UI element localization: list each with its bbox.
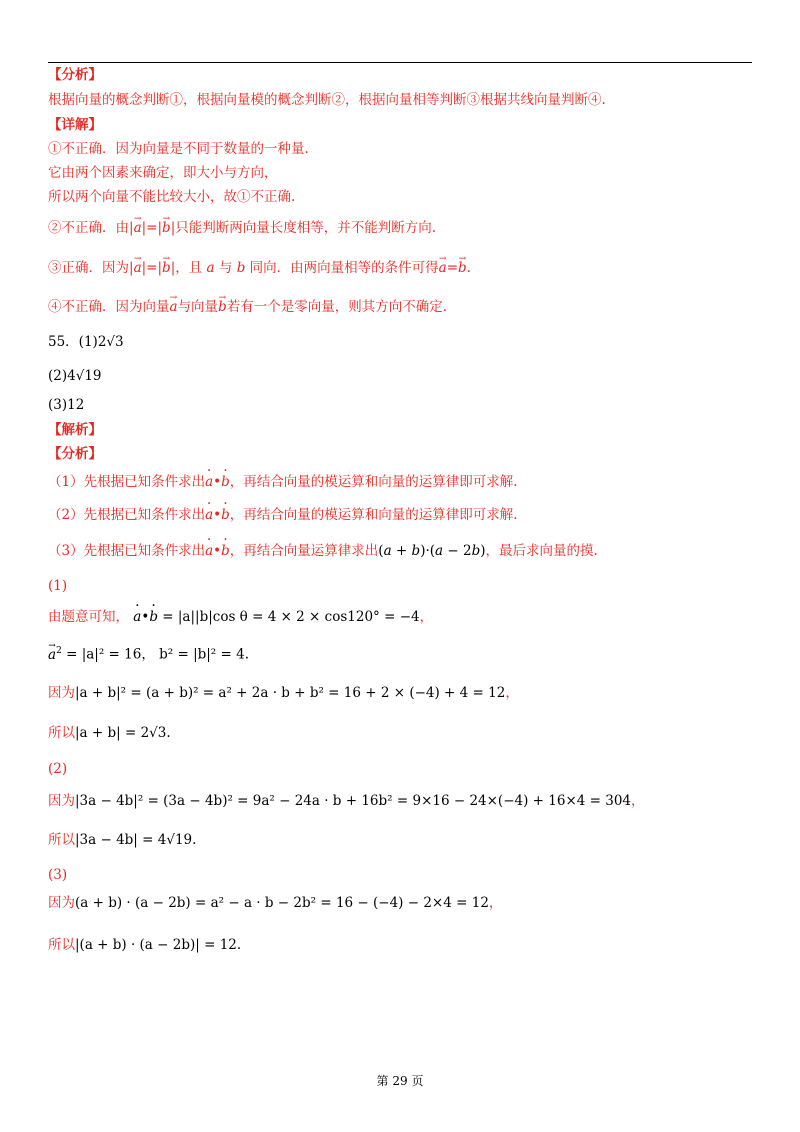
detail-line-2: 它由两个因素来确定，即大小与方向，: [48, 165, 278, 181]
p1-l2-formula: = |a|² = 16， b² = |b|² = 4.: [66, 646, 249, 663]
question-55-answer-2: [48, 367, 102, 385]
vector-b: → b: [162, 219, 171, 237]
analysis-heading: 【分析】: [48, 67, 102, 83]
part-1-line-3: 因为|a + b|² = (a + b)² = a² + 2a · b + b² = 16 + 2 × (−4) + 4 = 12，: [48, 685, 519, 701]
answer-1: 2√3: [97, 334, 124, 350]
p3-l1-formula: (a + b) · (a − 2b) = a² − a · b − 2b² = 16 − (−4) − 2×4 = 12: [75, 895, 489, 911]
vector-a: → a: [134, 219, 142, 237]
p3-l1-prefix: 因为: [48, 895, 75, 911]
d4-part-a: ④不正确．因为向量: [48, 299, 170, 315]
d4-part-c: 若有一个是零向量，则其方向不确定.: [226, 299, 448, 315]
part-1-line-2: → $a^2 = |a|^2 = 16$， b² = |b|² = 4.: [48, 642, 249, 664]
question-55-answer-1: [48, 333, 124, 351]
p1-l4-formula: |a + b| = 2√3: [75, 725, 167, 741]
vector-a: → a: [170, 298, 178, 316]
p2-l2-prefix: 所以: [48, 832, 75, 848]
part-2-label: (2): [48, 761, 68, 777]
detail-item-2: [48, 219, 436, 237]
part-3-line-2: 所以|(a + b) · (a − 2b)| = 12.: [48, 937, 242, 953]
part-2-line-2: 所以|3a − 4b| = 4√19.: [48, 832, 197, 848]
answer-2: 4√19: [67, 368, 102, 384]
d3-part-c: |，且: [170, 260, 203, 276]
detail-line-1: ①不正确．因为向量是不同于数量的一种量.: [48, 141, 309, 157]
step-3-text: （3）先根据已知条件求出· a•· b，再结合向量运算律求出(a + b)·(a − 2b)，最后求向量的摸.: [48, 542, 598, 560]
d2-part-c: |只能判断两向量长度相等，并不能判断方向.: [170, 220, 437, 236]
vector-a: → a: [439, 259, 447, 277]
vector-b: → b: [458, 259, 467, 277]
d3-part-g: .: [466, 260, 471, 276]
detail-line-3: 所以两个向量不能比较大小，故①不正确.: [48, 189, 296, 205]
p3-l2-formula: |(a + b) · (a − 2b)| = 12: [75, 937, 237, 953]
d2-part-a: ②不正确．由|: [48, 220, 134, 236]
d3-part-b: |=|: [141, 260, 163, 276]
s3-part-b: ，再结合向量运算律求出: [229, 543, 379, 559]
p2-l1-formula: |3a − 4b|² = (3a − 4b)² = 9a² − 24a · b + 16b² = 9×16 − 24×(−4) + 16×4 = 304: [75, 793, 632, 809]
detail-item-4: [48, 298, 447, 316]
p1-l1-formula: = |a||b|cos θ = 4 × 2 × cos120° = −4: [162, 609, 420, 625]
detail-item-3: ③正确．因为|→ a|=|→ b|，且 a 与 b 同向．由两向量相等的条件可得→ a=→ b.: [48, 259, 471, 277]
s1-part-a: （1）先根据已知条件求出: [48, 474, 206, 490]
vector-b: · b: [221, 506, 230, 524]
p2-l1-prefix: 因为: [48, 793, 75, 809]
d3-part-a: ③正确．因为|: [48, 260, 134, 276]
vector-b: → b: [162, 259, 171, 277]
question-number: 55．(1): [48, 334, 98, 350]
p1-l1-lhs: · a•· b: [129, 609, 162, 625]
part-2-line-1: 因为|3a − 4b|² = (3a − 4b)² = 9a² − 24a · b + 16b² = 9×16 − 24×(−4) + 16×4 = 304，: [48, 793, 645, 809]
part-3-label: (3): [48, 867, 68, 883]
answer-2-label: (2): [48, 368, 68, 384]
part-1-line-1: 由题意可知， · a•· b = |a||b|cos θ = 4 × 2 × cos120° = −4，: [48, 608, 433, 626]
s2-part-b: ，再结合向量的模运算和向量的运算律即可求解.: [229, 507, 518, 523]
part-3-line-1: 因为(a + b) · (a − 2b) = a² − a · b − 2b² = 16 − (−4) − 2×4 = 12，: [48, 895, 503, 911]
d2-part-b: |=|: [141, 220, 163, 236]
detail-heading: 【详解】: [48, 117, 102, 133]
vector-a: → a: [48, 646, 56, 664]
s1-part-b: ，再结合向量的模运算和向量的运算律即可求解.: [229, 474, 518, 490]
s3-part-c: ，最后求向量的摸.: [485, 543, 598, 559]
vector-b: → b: [218, 298, 227, 316]
d4-part-b: 与向量: [177, 299, 219, 315]
p3-l2-prefix: 所以: [48, 937, 75, 953]
p1-l3-prefix: 因为: [48, 685, 75, 701]
vector-b: · b: [221, 473, 230, 491]
s3-part-a: （3）先根据已知条件求出: [48, 543, 206, 559]
vector-a: · a: [205, 506, 213, 524]
s3-expression: (a + b)·(a − 2b): [378, 543, 486, 559]
vector-a: · a: [205, 542, 213, 560]
question-55-answer-3: [48, 396, 84, 414]
step-2-text: （2）先根据已知条件求出· a•· b，再结合向量的模运算和向量的运算律即可求解.: [48, 506, 518, 524]
vector-b: · b: [221, 542, 230, 560]
analysis-text: 根据向量的概念判断①，根据向量模的概念判断②，根据向量相等判断③根据共线向量判断④.: [48, 92, 606, 108]
d3-part-f: =: [446, 260, 459, 276]
s2-part-a: （2）先根据已知条件求出: [48, 507, 206, 523]
page-number: 第 29 页: [376, 1074, 424, 1088]
vector-a: → a: [134, 259, 142, 277]
vector-a: · a: [205, 473, 213, 491]
p1-l3-formula: |a + b|² = (a + b)² = a² + 2a · b + b² = 16 + 2 × (−4) + 4 = 12: [75, 685, 506, 701]
step-1-text: （1）先根据已知条件求出· a•· b，再结合向量的模运算和向量的运算律即可求解.: [48, 473, 518, 491]
p1-l1-prefix: 由题意可知，: [48, 609, 129, 625]
d3-part-d: 与: [218, 260, 233, 276]
part-1-label: (1): [48, 578, 68, 594]
p1-l4-prefix: 所以: [48, 725, 75, 741]
solution-heading: 【解析】: [48, 422, 102, 438]
part-1-line-4: 所以|a + b| = 2√3.: [48, 725, 171, 741]
answer-3: 12: [67, 397, 85, 413]
answer-3-label: (3): [48, 397, 68, 413]
d3-part-e: 同向．由两向量相等的条件可得: [249, 260, 439, 276]
p2-l2-formula: |3a − 4b| = 4√19: [75, 832, 193, 848]
analysis2-heading: 【分析】: [48, 446, 102, 462]
top-rule: [48, 62, 752, 63]
